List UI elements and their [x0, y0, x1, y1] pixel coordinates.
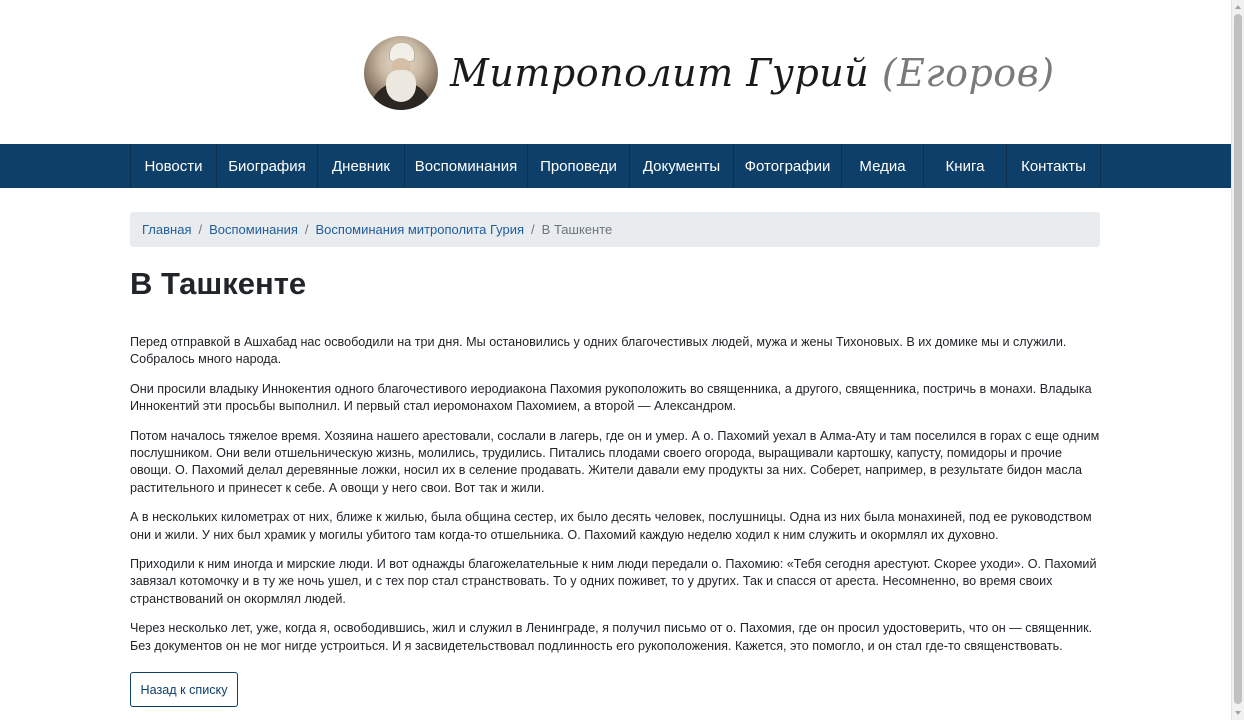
breadcrumb-separator: / [304, 222, 309, 237]
article-paragraph: Потом началось тяжелое время. Хозяина нашего арестовали, сослали в лагерь, где он и умер. А о. Пахомий уехал в Алма-Ату и там поселился в горах с еще одним послушником. Они вели отшельническую жизнь, молились, трудились. Питались плодами своего огорода, выращивали картошку, капусту, помидоры и прочие овощи. О. Пахомий делал деревянные ложки, носил их в селение продавать. Жители давали ему продукты за них. Соберет, например, в результате бидон масла растительного и принесет к себе. А овощи у него свои. Вот так и жили. [130, 428, 1100, 495]
nav-item-diary[interactable]: Дневник [318, 144, 405, 188]
article-paragraph: Перед отправкой в Ашхабад нас освободили на три дня. Мы остановились у одних благочестивых людей, мужа и жены Тихоновых. В их домике мы и служили. Собралось много народа. [130, 335, 1067, 367]
article-body [130, 334, 1102, 667]
logo-name: Митрополит Гурий [450, 51, 870, 95]
article-paragraph: Приходили к ним иногда и мирские люди. И вот однажды благожелательные к ним люди передали о. Пахомию: «Тебя сегодня арестуют. Скорее уходи». О. Пахомий завязал котомочку и в ту же ночь ушел, и с тех пор стал странствовать. То у одних поживет, то у других. Так и спасся от ареста. Несомненно, во время своих странствований он окормлял людей. [130, 557, 1097, 606]
page-title: В Ташкенте [130, 266, 307, 301]
article-paragraph: А в нескольких километрах от них, ближе к жилью, была община сестер, их было десять человек, послушницы. Одна из них была монахиней, под ее руководством они и жили. У них был храмик у могилы убитого там когда-то отшельника. О. Пахомий каждую неделю ходил к ним служить и окормлял их духовно. [130, 510, 1092, 542]
nav-item-sermons[interactable]: Проповеди [528, 144, 630, 188]
nav-item-memoirs[interactable]: Воспоминания [405, 144, 528, 188]
vertical-scrollbar[interactable] [1231, 0, 1244, 720]
back-to-list-button[interactable]: Назад к списку [130, 672, 238, 707]
site-header [0, 0, 1231, 144]
nav-item-book[interactable]: Книга [924, 144, 1007, 188]
breadcrumb-link-memoirs[interactable]: Воспоминания [209, 222, 298, 237]
nav-item-biography[interactable]: Биография [217, 144, 318, 188]
scroll-up-arrow-icon[interactable] [1235, 5, 1241, 9]
breadcrumb [130, 212, 1100, 247]
breadcrumb-link-home[interactable]: Главная [142, 222, 192, 237]
main-nav [0, 144, 1231, 188]
breadcrumb-separator: / [531, 222, 535, 237]
scroll-down-arrow-icon[interactable] [1235, 711, 1241, 715]
nav-item-photos[interactable]: Фотографии [734, 144, 842, 188]
main-nav-list [130, 144, 1101, 188]
breadcrumb-link-gury-memoirs[interactable]: Воспоминания митрополита Гурия [315, 222, 525, 237]
article-paragraph: Они просили владыку Иннокентия одного благочестивого иеродиакона Пахомия рукоположить во священника, а другого, священника, постричь в монахи. Владыка Иннокентий эти просьбы выполнил. И первый стал иеромонахом Пахомием, а второй — Александром. [130, 381, 1092, 414]
nav-item-news[interactable]: Новости [131, 144, 217, 188]
logo-text [450, 51, 1055, 95]
breadcrumb-separator: / [198, 222, 203, 237]
nav-item-documents[interactable]: Документы [630, 144, 734, 188]
breadcrumb-current: В Ташкенте [541, 222, 613, 237]
nav-item-media[interactable]: Медиа [842, 144, 924, 188]
logo-surname: (Егоров) [881, 51, 1055, 95]
scrollbar-thumb[interactable] [1234, 14, 1242, 704]
portrait-icon [364, 36, 438, 110]
article-paragraph: Через несколько лет, уже, когда я, освободившись, жил и служил в Ленинграде, я получил письмо от о. Пахомия, где он просил удостоверить, что он — священник. Без документов он не мог нигде устроиться. И я засвидетельствовал подлинность его рукоположения. Кажется, это помогло, и он стал где-то священствовать. [130, 621, 1093, 653]
site-logo[interactable] [364, 35, 1055, 111]
nav-item-contacts[interactable]: Контакты [1007, 144, 1101, 188]
